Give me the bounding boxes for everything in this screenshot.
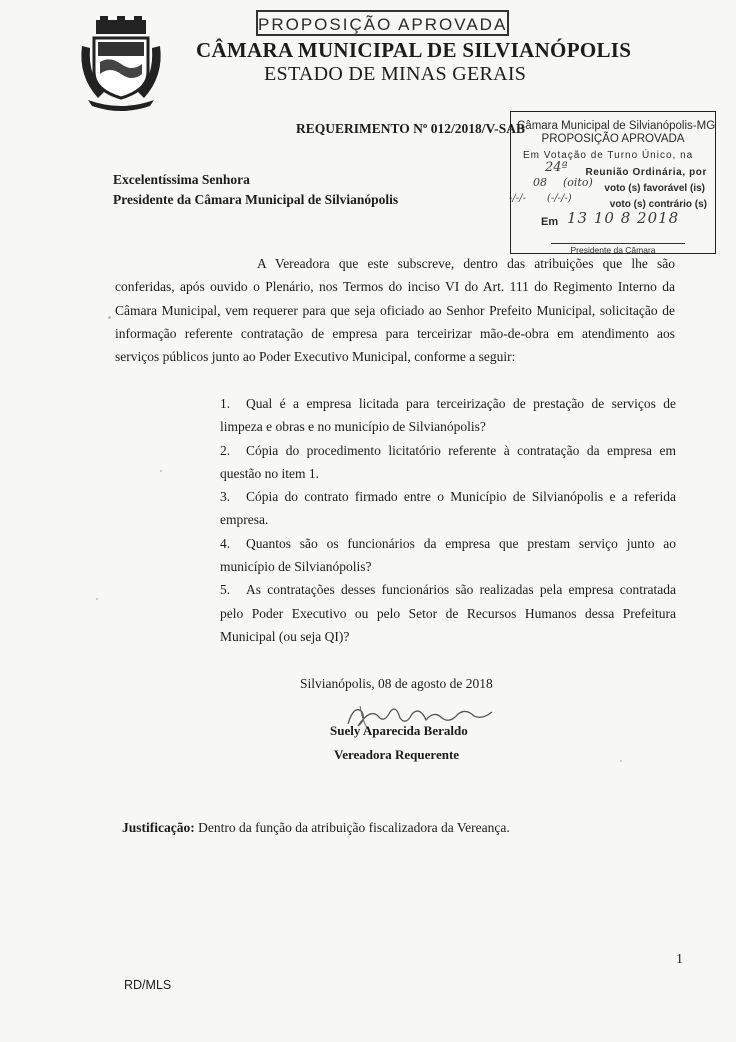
scan-speck — [96, 598, 98, 600]
handwritten-votes-against: -/-/- — [509, 193, 526, 204]
item-text-cont: questão no item 1. — [220, 465, 319, 481]
scan-speck — [620, 760, 622, 762]
approval-line-5: voto (s) favorável (is) — [604, 183, 705, 194]
item-text-cont: pelo Poder Executivo ou pelo Setor de Recursos Humanos dessa Prefeitura — [220, 605, 676, 621]
approval-line-2: PROPOSIÇÃO APROVADA — [541, 133, 685, 145]
item-text: Cópia do procedimento licitatório referente à contratação da empresa em — [246, 442, 676, 458]
scan-speck — [160, 470, 162, 472]
main-paragraph — [115, 252, 675, 368]
paragraph-line: informação referente contratação de empresa para terceirizar mão-de-obra em atendimento aos — [115, 325, 675, 341]
municipal-crest-icon — [78, 16, 164, 112]
page-number: 1 — [676, 952, 683, 967]
justification — [122, 820, 510, 836]
handwritten-votes-for: 08 — [533, 176, 547, 189]
item-number: 2. — [220, 442, 231, 458]
handwritten-votes-for-words: (oito) — [563, 176, 593, 189]
date-line: Silvianópolis, 08 de agosto de 2018 — [300, 676, 493, 691]
item-text: Qual é a empresa licitada para terceirização de prestação de serviços de — [246, 396, 676, 411]
item-text: Cópia do contrato firmado entre o Município de Silvianópolis e a referida — [246, 489, 676, 505]
paragraph-line: conferidas, após ouvido o Plenário, nos Termos do inciso VI do Art. 111 do Regimento Interno da — [115, 279, 675, 295]
handwritten-votes-against-words: (-/-/-) — [547, 193, 572, 204]
footer-code: RD/MLS — [124, 978, 172, 992]
approval-footer: Presidente da Câmara — [570, 245, 656, 255]
approval-line-7: Em — [541, 216, 559, 228]
list-item — [220, 578, 676, 648]
list-item — [220, 392, 676, 439]
approval-line-4: Reunião Ordinária, por — [585, 167, 707, 178]
item-number: 5. — [220, 582, 231, 598]
approval-stamp-box — [510, 111, 716, 254]
salutation: Excelentíssima Senhora — [113, 172, 250, 187]
item-text-cont: Municipal (ou seja QI)? — [220, 628, 350, 644]
item-number: 1. — [220, 396, 231, 411]
request-items-list — [220, 392, 676, 648]
approval-line-6: voto (s) contrário (s) — [609, 199, 707, 210]
justification-text: Dentro da função da atribuição fiscalizadora da Vereança. — [194, 820, 510, 835]
justification-label: Justificação: — [122, 820, 195, 835]
list-item — [220, 532, 676, 579]
scan-speck — [108, 316, 111, 319]
paragraph-line: serviços públicos junto ao Poder Executivo Municipal, conforme a seguir: — [115, 349, 516, 365]
item-text: Quantos são os funcionários da empresa que prestam serviço junto ao — [246, 535, 676, 551]
addressee: Presidente da Câmara Municipal de Silvianópolis — [113, 192, 399, 207]
approval-line-1: Câmara Municipal de Silvianópolis-MG — [517, 120, 716, 132]
requerimento-number: REQUERIMENTO Nº 012/2018/V-SAB — [296, 121, 525, 136]
item-text-cont: município de Silvianópolis? — [220, 559, 372, 575]
handwritten-date: 13 10 8 2018 — [567, 209, 680, 227]
header-subtitle: ESTADO DE MINAS GERAIS — [264, 63, 527, 85]
item-number: 3. — [220, 489, 231, 505]
approval-line-3: Em Votação de Turno Único, na — [523, 150, 694, 161]
item-text: As contratações desses funcionários são realizadas pela empresa contratada — [246, 582, 676, 598]
paragraph-line: A Vereadora que este subscreve, dentro das atribuições que lhe são — [257, 256, 675, 271]
item-number: 4. — [220, 535, 231, 551]
paragraph-line: Câmara Municipal, vem requerer para que seja oficiado ao Senhor Prefeito Municipal, solicitação de — [115, 302, 675, 318]
header-title: CÂMARA MUNICIPAL DE SILVIANÓPOLIS — [196, 38, 632, 62]
item-text-cont: empresa. — [220, 512, 269, 528]
approved-stamp-top: PROPOSIÇÃO APROVADA — [256, 10, 509, 36]
list-item — [220, 485, 676, 532]
crest-label: MG — [116, 107, 126, 112]
handwritten-session: 24ª — [545, 160, 568, 175]
signer-name: Suely Aparecida Beraldo — [330, 723, 468, 738]
stamp-signature-line — [551, 243, 685, 244]
item-text-cont: limpeza e obras e no município de Silvianópolis? — [220, 419, 486, 435]
signer-role: Vereadora Requerente — [334, 747, 460, 762]
list-item — [220, 439, 676, 486]
